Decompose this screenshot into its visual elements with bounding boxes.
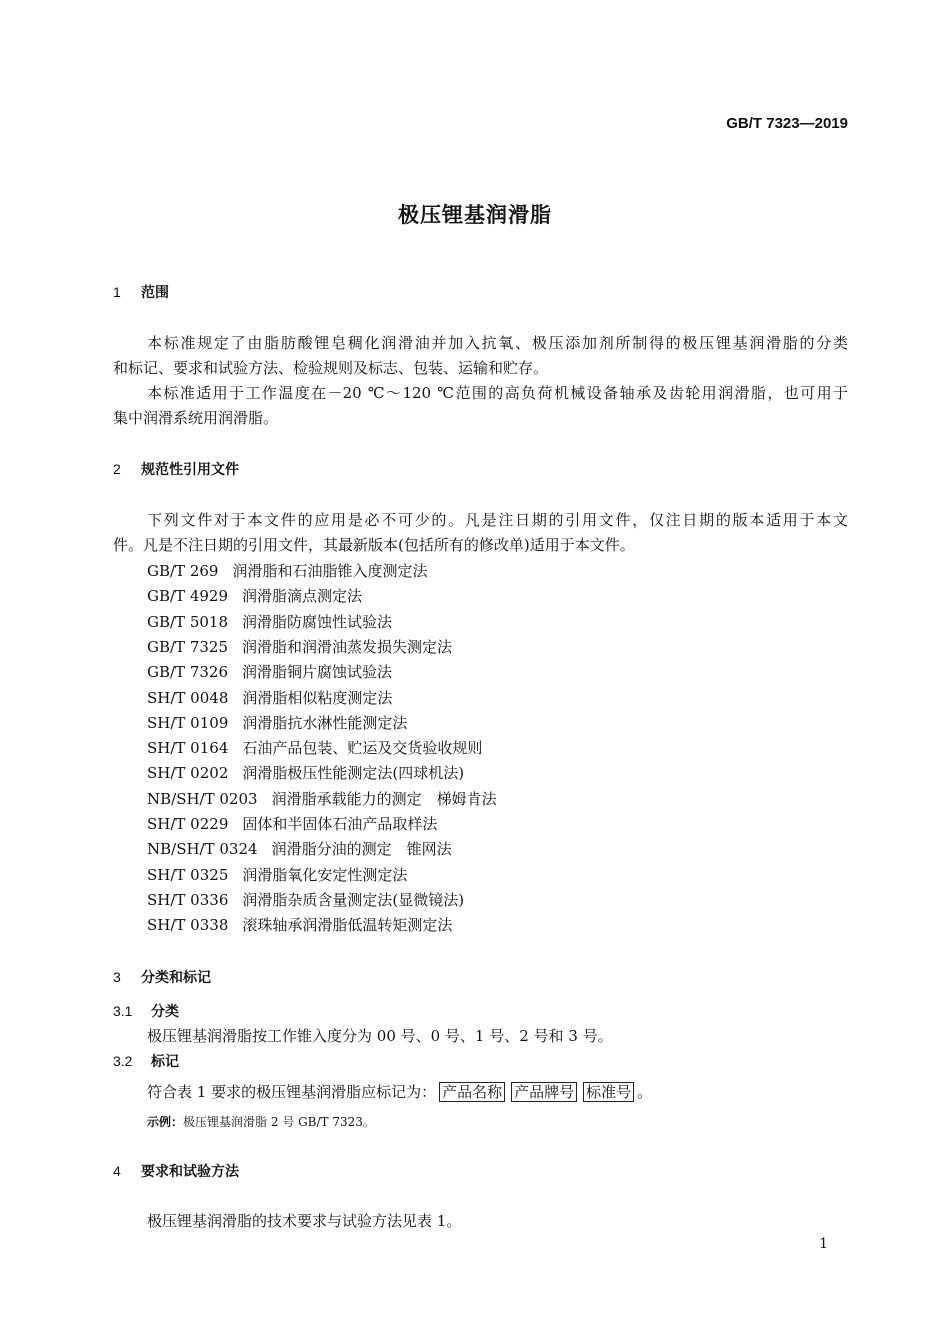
paragraph-line: 件。凡是不注日期的引用文件，其最新版本(包括所有的修改单)适用于本文件。 — [113, 536, 635, 554]
reference-title: 润滑脂极压性能测定法(四球机法) — [242, 764, 465, 783]
reference-title: 润滑脂相似粘度测定法 — [242, 688, 393, 707]
reference-item — [147, 762, 464, 783]
reference-title: 润滑脂分油的测定 锥网法 — [271, 840, 452, 859]
reference-title: 润滑脂氧化安定性测定法 — [242, 865, 408, 884]
section-2-heading: 2 规范性引用文件 — [113, 461, 239, 478]
reference-item — [147, 585, 362, 606]
reference-code: NB/SH/T 0203 — [147, 789, 258, 808]
section-1-heading: 1 范围 — [113, 284, 169, 301]
reference-item — [147, 788, 497, 809]
classification-text: 极压锂基润滑脂按工作锥入度分为 00 号、0 号、1 号、2 号和 3 号。 — [147, 1027, 613, 1045]
paragraph-line: 集中润滑系统用润滑脂。 — [113, 409, 279, 427]
marking-box: 产品牌号 — [511, 1082, 577, 1102]
document-title: 极压锂基润滑脂 — [398, 203, 552, 227]
reference-title: 润滑脂和润滑油蒸发损失测定法 — [242, 637, 453, 656]
example-note: 示例：极压锂基润滑脂 2 号 GB/T 7323。 — [147, 1115, 375, 1129]
reference-item — [147, 712, 407, 733]
reference-item — [147, 687, 392, 708]
reference-code: SH/T 0336 — [147, 890, 229, 909]
reference-title: 润滑脂抗水淋性能测定法 — [242, 713, 408, 732]
reference-item — [147, 636, 452, 657]
marking-text: 符合表 1 要求的极压锂基润滑脂应标记为： 产品名称 产品牌号 标准号 。 — [147, 1083, 653, 1101]
reference-item — [147, 560, 427, 581]
reference-code: SH/T 0164 — [147, 739, 229, 758]
reference-code: SH/T 0325 — [147, 865, 229, 884]
requirements-text: 极压锂基润滑脂的技术要求与试验方法见表 1。 — [147, 1212, 462, 1230]
reference-code: GB/T 7325 — [147, 637, 229, 656]
reference-title: 润滑脂铜片腐蚀试验法 — [242, 663, 393, 682]
reference-code: GB/T 5018 — [147, 612, 229, 631]
paragraph-line: 本标准规定了由脂肪酸锂皂稠化润滑油并加入抗氧、极压添加剂所制得的极压锂基润滑脂的分类 — [147, 334, 848, 352]
reference-title: 润滑脂和石油脂锥入度测定法 — [232, 562, 428, 580]
reference-code: GB/T 7326 — [147, 663, 229, 682]
page-number: 1 — [819, 1236, 828, 1252]
paragraph-line: 本标准适用于工作温度在－20 ℃～120 ℃范围的高负荷机械设备轴承及齿轮用润滑脂，也可用于 — [147, 384, 848, 402]
paragraph-line: 和标记、要求和试验方法、检验规则及标志、包装、运输和贮存。 — [113, 359, 549, 377]
reference-title: 石油产品包装、贮运及交货验收规则 — [242, 739, 483, 758]
standard-number: GB/T 7323—2019 — [726, 115, 848, 132]
paragraph-line: 下列文件对于本文件的应用是必不可少的。凡是注日期的引用文件，仅注日期的版本适用于本文 — [147, 511, 848, 529]
reference-title: 润滑脂防腐蚀性试验法 — [242, 612, 393, 631]
reference-code: SH/T 0109 — [147, 713, 229, 732]
reference-item — [147, 838, 452, 859]
reference-item — [147, 914, 452, 935]
section-3-2-heading: 3.2 标记 — [113, 1053, 179, 1070]
reference-title: 润滑脂承载能力的测定 梯姆肯法 — [271, 789, 497, 808]
reference-code: NB/SH/T 0324 — [147, 840, 258, 859]
section-3-heading: 3 分类和标记 — [113, 969, 211, 986]
reference-code: GB/T 269 — [147, 562, 219, 580]
reference-code: GB/T 4929 — [147, 587, 229, 606]
section-3-1-heading: 3.1 分类 — [113, 1003, 179, 1020]
reference-title: 固体和半固体石油产品取样法 — [242, 815, 438, 833]
reference-item — [147, 611, 392, 632]
reference-item — [147, 864, 407, 885]
marking-box: 产品名称 — [439, 1082, 505, 1102]
reference-code: SH/T 0202 — [147, 764, 229, 783]
section-4-heading: 4 要求和试验方法 — [113, 1163, 239, 1180]
reference-item — [147, 889, 464, 910]
reference-item — [147, 737, 482, 758]
reference-title: 润滑脂杂质含量测定法(显微镜法) — [242, 890, 465, 909]
reference-code: SH/T 0338 — [147, 916, 229, 935]
reference-item — [147, 813, 437, 834]
reference-code: SH/T 0229 — [147, 815, 229, 833]
reference-code: SH/T 0048 — [147, 688, 229, 707]
reference-title: 滚珠轴承润滑脂低温转矩测定法 — [242, 916, 453, 935]
marking-box: 标准号 — [583, 1082, 634, 1102]
reference-item — [147, 661, 392, 682]
reference-title: 润滑脂滴点测定法 — [242, 587, 363, 606]
